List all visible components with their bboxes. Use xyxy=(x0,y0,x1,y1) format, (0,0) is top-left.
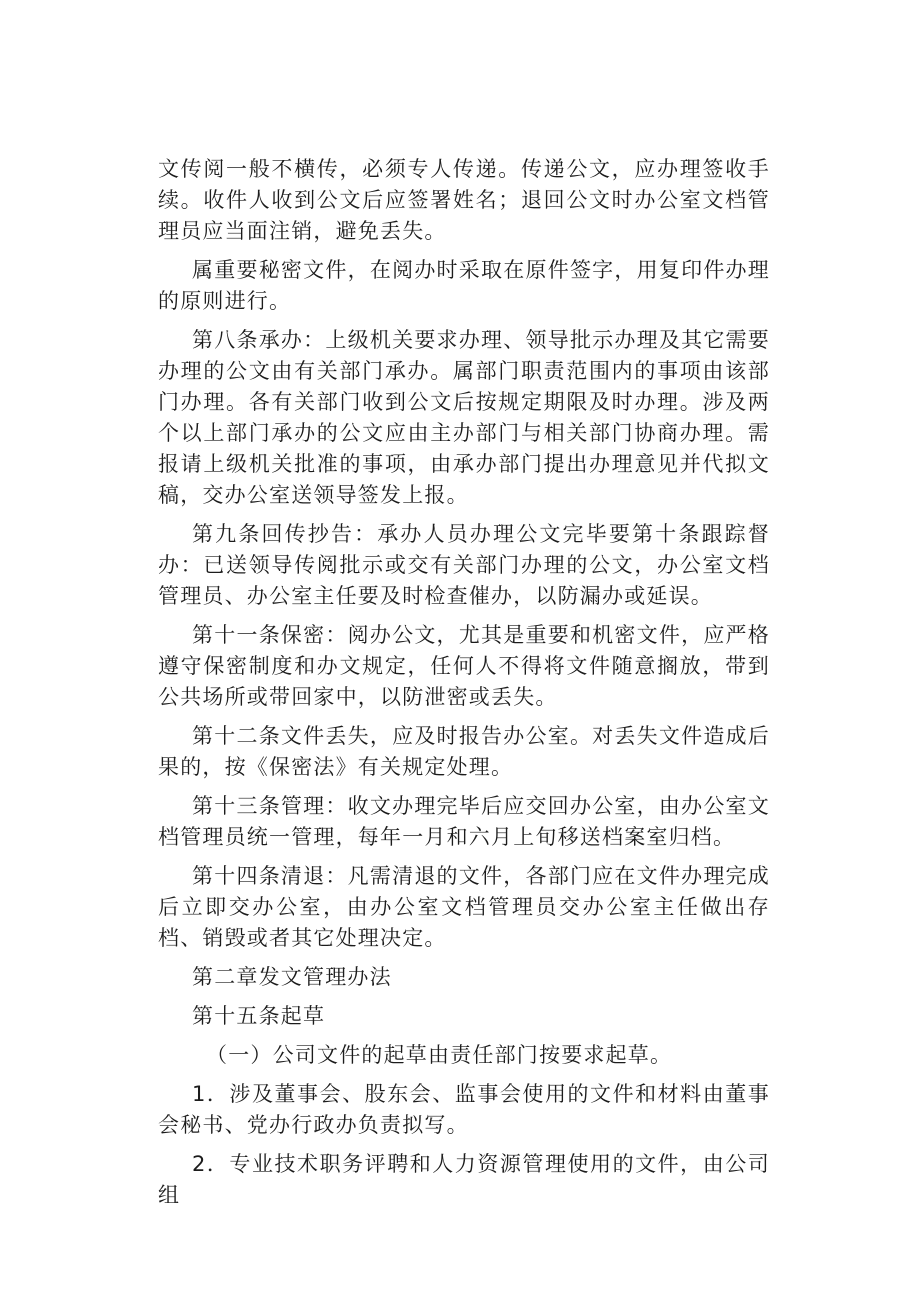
paragraph-secret-documents: 属重要秘密文件，在阅办时采取在原件签字，用复印件办理的原则进行。 xyxy=(158,258,770,313)
paragraph-article-11: 第十一条保密：阅办公文，尤其是重要和机密文件，应严格遵守保密制度和办文规定，任何人不得将文件随意搁放，带到公共场所或带回家中，以防泄密或丢失。 xyxy=(158,623,770,709)
list-item-2: 2．专业技术职务评聘和人力资源管理使用的文件，由公司组 xyxy=(158,1152,770,1207)
list-item-1: 1．涉及董事会、股东会、监事会使用的文件和材料由董事会秘书、党办行政办负责拟写。 xyxy=(158,1082,770,1137)
paragraph-article-9-10: 第九条回传抄告：承办人员办理公文完毕要第十条跟踪督办：已送领导传阅批示或交有关部门办理的公文，办公室文档管理员、办公室主任要及时检查催办，以防漏办或延误。 xyxy=(158,522,770,608)
paragraph-article-12: 第十二条文件丢失，应及时报告办公室。对丢失文件造成后果的，按《保密法》有关规定处理。 xyxy=(158,724,770,779)
paragraph-article-13: 第十三条管理：收文办理完毕后应交回办公室，由办公室文档管理员统一管理，每年一月和六月上旬移送档案室归档。 xyxy=(158,794,770,849)
paragraph-article-8: 第八条承办：上级机关要求办理、领导批示办理及其它需要办理的公文由有关部门承办。属部门职责范围内的事项由该部门办理。各有关部门收到公文后按规定期限及时办理。涉及两个以上部门承办的公文应由主办部门与相关部门协商办理。需报请上级机关批准的事项，由承办部门提出办理意见并代拟文稿，交办公室送领导签发上报。 xyxy=(158,328,770,507)
document-body xyxy=(158,154,770,1219)
chapter-heading: 第二章发文管理办法 xyxy=(192,965,392,989)
sub-item-1: （一）公司文件的起草由责任部门按要求起草。 xyxy=(206,1043,673,1067)
paragraph-article-14: 第十四条清退：凡需清退的文件，各部门应在文件办理完成后立即交办公室，由办公室文档管理员交办公室主任做出存档、销毁或者其它处理决定。 xyxy=(158,864,770,950)
paragraph-transmission-continued: 文传阅一般不横传，必须专人传递。传递公文，应办理签收手续。收件人收到公文后应签署姓名；退回公文时办公室文档管理员应当面注销，避免丢失。 xyxy=(158,157,770,243)
article-15-heading: 第十五条起草 xyxy=(192,1004,326,1028)
